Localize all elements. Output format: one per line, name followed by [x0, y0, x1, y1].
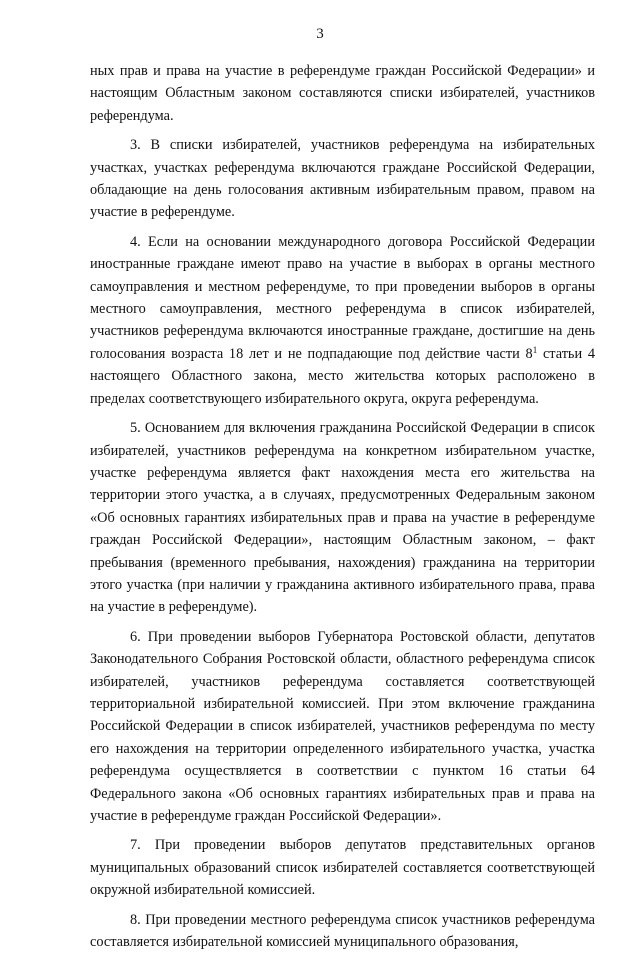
- paragraph-item-4: [90, 231, 595, 410]
- paragraph-continued: ных прав и права на участие в референдуме граждан Российской Федерации» и настоящим Областным законом составляются списки избирателей, участников референдума.: [90, 63, 595, 124]
- paragraph-item-4-text-after: статьи 4 настоящего Областного закона, место жительства которых расположено в пределах соответствующего избирательного округа, округа референдума.: [90, 345, 595, 407]
- page-number: 3: [316, 26, 324, 42]
- superscript-index: 1: [532, 344, 538, 355]
- paragraph-item-5: 5. Основанием для включения гражданина Российской Федерации в список избирателей, участников референдума на конкретном избирательном участке, участке референдума является факт нахождения места его жительства на территории этого участка, а в случаях, предусмотренных Федеральным законом «Об основных гарантиях избирательных прав и права на участие в референдуме граждан Российской Федерации», настоящим Областным законом, – факт пребывания (временного пребывания, нахождения) гражданина на территории этого участка (при наличии у гражданина активного избирательного права, права на участие в референдуме).: [90, 420, 595, 616]
- paragraph-item-7: 7. При проведении выборов депутатов представительных органов муниципальных образований список избирателей составляется соответствующей окружной избирательной комиссией.: [90, 837, 595, 899]
- document-body: [90, 60, 595, 960]
- paragraph-item-3: 3. В списки избирателей, участников референдума на избирательных участках, участках референдума включаются граждане Российской Федерации, обладающие на день голосования активным избирательным правом, правом на участие в референдуме.: [90, 137, 595, 221]
- paragraph-item-6: 6. При проведении выборов Губернатора Ростовской области, депутатов Законодательного Собрания Ростовской области, областного референдума список избирателей, участников референдума составляется соответствующей территориальной избирательной комиссией. При этом включение гражданина Российской Федерации в список избирателей, участников референдума по месту его нахождения на территории определенного избирательного участка, участка референдума осуществляется в соответствии с пунктом 16 статьи 64 Федерального закона «Об основных гарантиях избирательных прав и права на участие в референдуме граждан Российской Федерации».: [90, 628, 595, 824]
- paragraph-item-8: 8. При проведении местного референдума список участников референдума составляется избирательной комиссией муниципального образования,: [90, 911, 595, 951]
- paragraph-item-4-text-before: 4. Если на основании международного договора Российской Федерации иностранные граждане имеют право на участие в выборах в органы местного самоуправления и местном референдуме, то при проведении выборов в органы местного самоуправления, местного референдума в список избирателей, участников референдума включаются иностранные граждане, достигшие на день голосования возраста 18 лет и не подпадающие под действие части 8: [90, 233, 595, 362]
